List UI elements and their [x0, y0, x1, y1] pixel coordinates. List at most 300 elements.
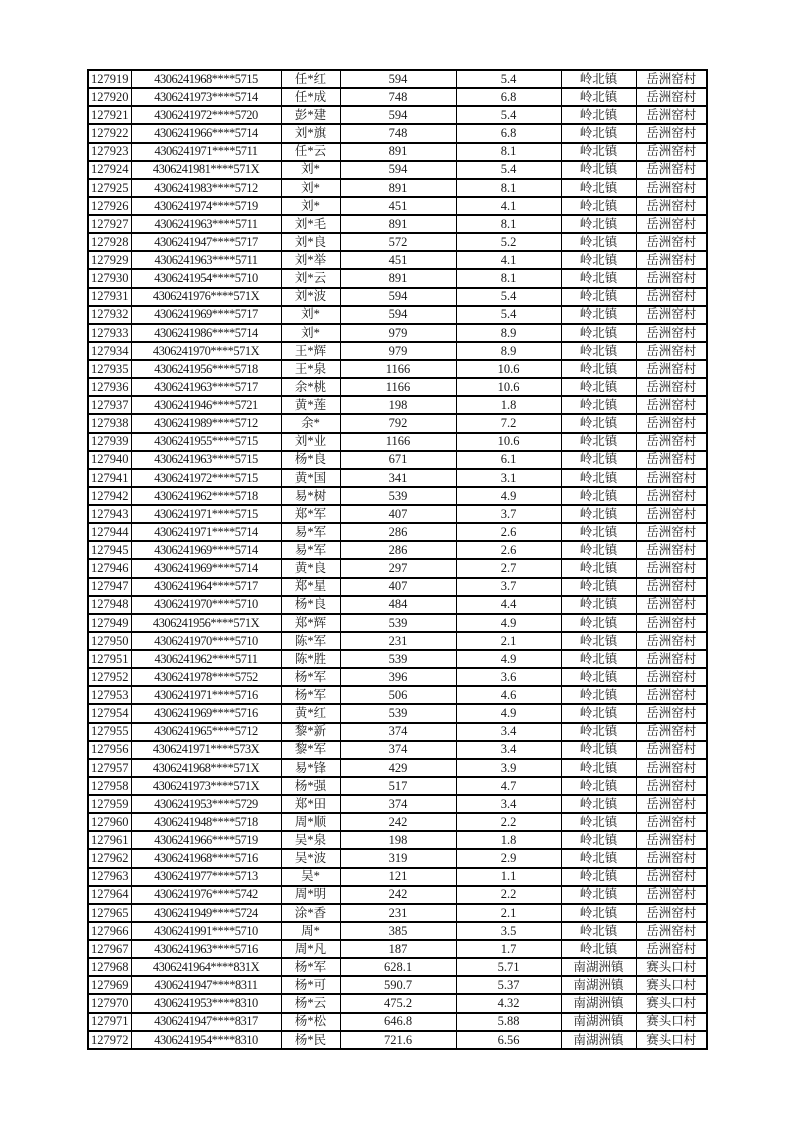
cell-village: 岳洲窑村 — [636, 451, 707, 469]
cell-person-name: 黄*红 — [281, 704, 340, 722]
cell-id-card-number: 4306241966****5714 — [131, 124, 281, 142]
cell-person-name: 杨*强 — [281, 777, 340, 795]
cell-person-name: 周* — [281, 922, 340, 940]
cell-amount: 407 — [340, 505, 456, 523]
cell-id-card-number: 4306241965****5712 — [131, 723, 281, 741]
table-row — [88, 650, 707, 668]
cell-person-name: 任*云 — [281, 143, 340, 161]
cell-amount: 297 — [340, 559, 456, 577]
cell-person-name: 刘*良 — [281, 233, 340, 251]
cell-serial-number: 127952 — [88, 668, 131, 686]
table-row — [88, 1013, 707, 1031]
cell-serial-number: 127954 — [88, 704, 131, 722]
cell-amount: 594 — [340, 306, 456, 324]
cell-amount: 374 — [340, 723, 456, 741]
cell-secondary-amount: 7.2 — [456, 414, 561, 432]
cell-amount: 198 — [340, 396, 456, 414]
cell-town: 岭北镇 — [561, 650, 636, 668]
cell-secondary-amount: 2.6 — [456, 523, 561, 541]
cell-serial-number: 127927 — [88, 215, 131, 233]
cell-secondary-amount: 1.8 — [456, 831, 561, 849]
cell-secondary-amount: 8.1 — [456, 269, 561, 287]
cell-town: 岭北镇 — [561, 523, 636, 541]
cell-id-card-number: 4306241947****8311 — [131, 976, 281, 994]
cell-secondary-amount: 8.1 — [456, 143, 561, 161]
cell-town: 岭北镇 — [561, 614, 636, 632]
cell-serial-number: 127920 — [88, 88, 131, 106]
table-row — [88, 306, 707, 324]
cell-secondary-amount: 3.1 — [456, 469, 561, 487]
table-row — [88, 451, 707, 469]
cell-village: 岳洲窑村 — [636, 487, 707, 505]
cell-person-name: 余*桃 — [281, 378, 340, 396]
cell-id-card-number: 4306241968****5716 — [131, 849, 281, 867]
cell-amount: 748 — [340, 88, 456, 106]
cell-village: 赛头口村 — [636, 994, 707, 1012]
cell-town: 岭北镇 — [561, 179, 636, 197]
cell-town: 岭北镇 — [561, 922, 636, 940]
cell-town: 南湖洲镇 — [561, 1031, 636, 1049]
cell-village: 岳洲窑村 — [636, 324, 707, 342]
cell-serial-number: 127926 — [88, 197, 131, 215]
cell-id-card-number: 4306241953****5729 — [131, 795, 281, 813]
cell-town: 岭北镇 — [561, 868, 636, 886]
cell-person-name: 王*泉 — [281, 360, 340, 378]
cell-town: 岭北镇 — [561, 578, 636, 596]
cell-serial-number: 127963 — [88, 868, 131, 886]
table-row — [88, 378, 707, 396]
cell-id-card-number: 4306241963****5711 — [131, 251, 281, 269]
cell-village: 岳洲窑村 — [636, 831, 707, 849]
cell-amount: 451 — [340, 197, 456, 215]
cell-serial-number: 127972 — [88, 1031, 131, 1049]
cell-town: 岭北镇 — [561, 559, 636, 577]
cell-town: 岭北镇 — [561, 360, 636, 378]
cell-serial-number: 127942 — [88, 487, 131, 505]
cell-village: 岳洲窑村 — [636, 759, 707, 777]
cell-secondary-amount: 3.4 — [456, 741, 561, 759]
table-row — [88, 1031, 707, 1049]
cell-serial-number: 127962 — [88, 849, 131, 867]
cell-serial-number: 127961 — [88, 831, 131, 849]
cell-person-name: 易*锋 — [281, 759, 340, 777]
table-row — [88, 161, 707, 179]
cell-serial-number: 127967 — [88, 940, 131, 958]
cell-person-name: 任*红 — [281, 70, 340, 88]
cell-village: 岳洲窑村 — [636, 886, 707, 904]
cell-amount: 374 — [340, 795, 456, 813]
table-row — [88, 469, 707, 487]
cell-village: 岳洲窑村 — [636, 940, 707, 958]
cell-amount: 594 — [340, 161, 456, 179]
cell-amount: 242 — [340, 813, 456, 831]
cell-id-card-number: 4306241969****5714 — [131, 559, 281, 577]
cell-amount: 594 — [340, 288, 456, 306]
cell-serial-number: 127932 — [88, 306, 131, 324]
cell-secondary-amount: 4.9 — [456, 614, 561, 632]
cell-amount: 198 — [340, 831, 456, 849]
cell-village: 岳洲窑村 — [636, 559, 707, 577]
cell-secondary-amount: 2.6 — [456, 541, 561, 559]
cell-town: 岭北镇 — [561, 704, 636, 722]
cell-person-name: 刘*举 — [281, 251, 340, 269]
cell-village: 岳洲窑村 — [636, 269, 707, 287]
cell-village: 岳洲窑村 — [636, 686, 707, 704]
cell-id-card-number: 4306241962****5718 — [131, 487, 281, 505]
cell-id-card-number: 4306241971****5716 — [131, 686, 281, 704]
cell-amount: 539 — [340, 487, 456, 505]
cell-secondary-amount: 2.1 — [456, 904, 561, 922]
table-row — [88, 324, 707, 342]
table-row — [88, 88, 707, 106]
cell-amount: 1166 — [340, 433, 456, 451]
cell-secondary-amount: 4.9 — [456, 650, 561, 668]
cell-village: 岳洲窑村 — [636, 704, 707, 722]
cell-person-name: 郑*辉 — [281, 614, 340, 632]
cell-secondary-amount: 2.1 — [456, 632, 561, 650]
cell-amount: 646.8 — [340, 1013, 456, 1031]
cell-id-card-number: 4306241991****5710 — [131, 922, 281, 940]
cell-secondary-amount: 4.32 — [456, 994, 561, 1012]
cell-village: 岳洲窑村 — [636, 578, 707, 596]
cell-town: 岭北镇 — [561, 124, 636, 142]
cell-village: 岳洲窑村 — [636, 143, 707, 161]
cell-serial-number: 127933 — [88, 324, 131, 342]
cell-id-card-number: 4306241973****571X — [131, 777, 281, 795]
cell-id-card-number: 4306241966****5719 — [131, 831, 281, 849]
cell-serial-number: 127925 — [88, 179, 131, 197]
cell-serial-number: 127955 — [88, 723, 131, 741]
cell-amount: 721.6 — [340, 1031, 456, 1049]
cell-secondary-amount: 5.4 — [456, 106, 561, 124]
cell-secondary-amount: 5.4 — [456, 161, 561, 179]
cell-secondary-amount: 2.2 — [456, 886, 561, 904]
cell-id-card-number: 4306241949****5724 — [131, 904, 281, 922]
cell-secondary-amount: 6.56 — [456, 1031, 561, 1049]
cell-amount: 572 — [340, 233, 456, 251]
cell-town: 南湖洲镇 — [561, 976, 636, 994]
cell-serial-number: 127937 — [88, 396, 131, 414]
cell-serial-number: 127959 — [88, 795, 131, 813]
cell-id-card-number: 4306241947****8317 — [131, 1013, 281, 1031]
cell-person-name: 刘*业 — [281, 433, 340, 451]
cell-amount: 231 — [340, 904, 456, 922]
cell-secondary-amount: 4.7 — [456, 777, 561, 795]
cell-id-card-number: 4306241970****5710 — [131, 596, 281, 614]
cell-id-card-number: 4306241963****5717 — [131, 378, 281, 396]
cell-serial-number: 127944 — [88, 523, 131, 541]
cell-serial-number: 127957 — [88, 759, 131, 777]
cell-person-name: 吴* — [281, 868, 340, 886]
cell-village: 岳洲窑村 — [636, 868, 707, 886]
cell-person-name: 刘* — [281, 179, 340, 197]
cell-village: 岳洲窑村 — [636, 342, 707, 360]
table-row — [88, 197, 707, 215]
cell-town: 岭北镇 — [561, 469, 636, 487]
cell-person-name: 刘* — [281, 306, 340, 324]
table-row — [88, 777, 707, 795]
cell-amount: 374 — [340, 741, 456, 759]
cell-serial-number: 127969 — [88, 976, 131, 994]
cell-town: 岭北镇 — [561, 215, 636, 233]
cell-secondary-amount: 4.9 — [456, 487, 561, 505]
cell-person-name: 周*凡 — [281, 940, 340, 958]
cell-amount: 484 — [340, 596, 456, 614]
table-row — [88, 487, 707, 505]
table-row — [88, 179, 707, 197]
table-row — [88, 849, 707, 867]
cell-town: 岭北镇 — [561, 596, 636, 614]
table-row — [88, 922, 707, 940]
cell-serial-number: 127924 — [88, 161, 131, 179]
table-row — [88, 106, 707, 124]
cell-village: 岳洲窑村 — [636, 523, 707, 541]
cell-id-card-number: 4306241970****571X — [131, 342, 281, 360]
cell-town: 岭北镇 — [561, 795, 636, 813]
cell-serial-number: 127951 — [88, 650, 131, 668]
cell-person-name: 刘*波 — [281, 288, 340, 306]
cell-amount: 121 — [340, 868, 456, 886]
cell-person-name: 杨*可 — [281, 976, 340, 994]
cell-person-name: 杨*民 — [281, 1031, 340, 1049]
cell-amount: 407 — [340, 578, 456, 596]
table-row — [88, 124, 707, 142]
cell-person-name: 黎*军 — [281, 741, 340, 759]
table-row — [88, 578, 707, 596]
cell-secondary-amount: 5.2 — [456, 233, 561, 251]
cell-town: 岭北镇 — [561, 143, 636, 161]
cell-secondary-amount: 1.8 — [456, 396, 561, 414]
cell-id-card-number: 4306241969****5714 — [131, 541, 281, 559]
cell-amount: 396 — [340, 668, 456, 686]
cell-village: 赛头口村 — [636, 1013, 707, 1031]
cell-town: 岭北镇 — [561, 106, 636, 124]
cell-amount: 1166 — [340, 360, 456, 378]
table-row — [88, 251, 707, 269]
cell-id-card-number: 4306241973****5714 — [131, 88, 281, 106]
cell-id-card-number: 4306241968****5715 — [131, 70, 281, 88]
cell-person-name: 杨*云 — [281, 994, 340, 1012]
cell-village: 岳洲窑村 — [636, 70, 707, 88]
cell-secondary-amount: 5.4 — [456, 306, 561, 324]
cell-serial-number: 127968 — [88, 958, 131, 976]
cell-town: 岭北镇 — [561, 70, 636, 88]
cell-amount: 891 — [340, 179, 456, 197]
cell-id-card-number: 4306241972****5715 — [131, 469, 281, 487]
cell-amount: 671 — [340, 451, 456, 469]
cell-town: 岭北镇 — [561, 886, 636, 904]
cell-secondary-amount: 5.71 — [456, 958, 561, 976]
cell-village: 赛头口村 — [636, 958, 707, 976]
cell-amount: 979 — [340, 342, 456, 360]
cell-amount: 231 — [340, 632, 456, 650]
cell-secondary-amount: 8.9 — [456, 324, 561, 342]
cell-secondary-amount: 10.6 — [456, 433, 561, 451]
table-row — [88, 868, 707, 886]
cell-town: 岭北镇 — [561, 306, 636, 324]
cell-person-name: 黄*国 — [281, 469, 340, 487]
cell-town: 岭北镇 — [561, 342, 636, 360]
cell-secondary-amount: 1.1 — [456, 868, 561, 886]
cell-town: 岭北镇 — [561, 668, 636, 686]
cell-secondary-amount: 4.9 — [456, 704, 561, 722]
cell-id-card-number: 4306241954****5710 — [131, 269, 281, 287]
cell-amount: 506 — [340, 686, 456, 704]
cell-id-card-number: 4306241956****5718 — [131, 360, 281, 378]
cell-amount: 748 — [340, 124, 456, 142]
cell-secondary-amount: 4.1 — [456, 251, 561, 269]
cell-village: 岳洲窑村 — [636, 849, 707, 867]
cell-person-name: 易*军 — [281, 523, 340, 541]
cell-secondary-amount: 6.8 — [456, 124, 561, 142]
cell-amount: 891 — [340, 143, 456, 161]
cell-secondary-amount: 4.1 — [456, 197, 561, 215]
cell-town: 岭北镇 — [561, 831, 636, 849]
table-row — [88, 215, 707, 233]
cell-person-name: 涂*香 — [281, 904, 340, 922]
cell-town: 岭北镇 — [561, 813, 636, 831]
cell-village: 岳洲窑村 — [636, 124, 707, 142]
table-row — [88, 505, 707, 523]
cell-town: 岭北镇 — [561, 433, 636, 451]
cell-amount: 539 — [340, 704, 456, 722]
cell-serial-number: 127965 — [88, 904, 131, 922]
table-row — [88, 360, 707, 378]
table-row — [88, 541, 707, 559]
cell-serial-number: 127945 — [88, 541, 131, 559]
cell-secondary-amount: 3.9 — [456, 759, 561, 777]
cell-amount: 385 — [340, 922, 456, 940]
cell-town: 岭北镇 — [561, 451, 636, 469]
cell-serial-number: 127949 — [88, 614, 131, 632]
cell-town: 岭北镇 — [561, 541, 636, 559]
cell-secondary-amount: 2.2 — [456, 813, 561, 831]
cell-serial-number: 127940 — [88, 451, 131, 469]
cell-person-name: 郑*田 — [281, 795, 340, 813]
cell-id-card-number: 4306241976****5742 — [131, 886, 281, 904]
cell-serial-number: 127941 — [88, 469, 131, 487]
cell-person-name: 陈*军 — [281, 632, 340, 650]
cell-village: 岳洲窑村 — [636, 396, 707, 414]
cell-id-card-number: 4306241948****5718 — [131, 813, 281, 831]
cell-person-name: 易*军 — [281, 541, 340, 559]
table-row — [88, 976, 707, 994]
cell-town: 岭北镇 — [561, 487, 636, 505]
cell-person-name: 刘* — [281, 161, 340, 179]
cell-id-card-number: 4306241946****5721 — [131, 396, 281, 414]
cell-secondary-amount: 10.6 — [456, 360, 561, 378]
table-row — [88, 70, 707, 88]
table-row — [88, 614, 707, 632]
cell-village: 岳洲窑村 — [636, 469, 707, 487]
table-row — [88, 143, 707, 161]
cell-person-name: 黄*良 — [281, 559, 340, 577]
cell-town: 岭北镇 — [561, 396, 636, 414]
cell-secondary-amount: 6.1 — [456, 451, 561, 469]
cell-id-card-number: 4306241971****5714 — [131, 523, 281, 541]
cell-secondary-amount: 3.7 — [456, 505, 561, 523]
table-row — [88, 958, 707, 976]
cell-village: 岳洲窑村 — [636, 795, 707, 813]
cell-serial-number: 127956 — [88, 741, 131, 759]
cell-person-name: 杨*军 — [281, 686, 340, 704]
cell-id-card-number: 4306241971****5711 — [131, 143, 281, 161]
cell-id-card-number: 4306241976****571X — [131, 288, 281, 306]
table-row — [88, 795, 707, 813]
cell-secondary-amount: 3.7 — [456, 578, 561, 596]
table-row — [88, 813, 707, 831]
cell-secondary-amount: 4.4 — [456, 596, 561, 614]
cell-secondary-amount: 8.1 — [456, 215, 561, 233]
cell-amount: 341 — [340, 469, 456, 487]
table-row — [88, 686, 707, 704]
table-row — [88, 994, 707, 1012]
cell-serial-number: 127936 — [88, 378, 131, 396]
cell-village: 岳洲窑村 — [636, 668, 707, 686]
cell-id-card-number: 4306241971****5715 — [131, 505, 281, 523]
cell-person-name: 杨*松 — [281, 1013, 340, 1031]
cell-amount: 891 — [340, 215, 456, 233]
cell-town: 岭北镇 — [561, 632, 636, 650]
table-row — [88, 831, 707, 849]
cell-id-card-number: 4306241974****5719 — [131, 197, 281, 215]
cell-secondary-amount: 10.6 — [456, 378, 561, 396]
cell-amount: 517 — [340, 777, 456, 795]
cell-amount: 539 — [340, 650, 456, 668]
cell-town: 岭北镇 — [561, 324, 636, 342]
cell-serial-number: 127966 — [88, 922, 131, 940]
cell-serial-number: 127923 — [88, 143, 131, 161]
cell-person-name: 黄*莲 — [281, 396, 340, 414]
cell-village: 岳洲窑村 — [636, 922, 707, 940]
cell-town: 岭北镇 — [561, 759, 636, 777]
cell-person-name: 任*成 — [281, 88, 340, 106]
cell-village: 岳洲窑村 — [636, 306, 707, 324]
cell-id-card-number: 4306241964****5717 — [131, 578, 281, 596]
cell-serial-number: 127931 — [88, 288, 131, 306]
cell-serial-number: 127919 — [88, 70, 131, 88]
cell-amount: 319 — [340, 849, 456, 867]
cell-town: 岭北镇 — [561, 288, 636, 306]
cell-serial-number: 127950 — [88, 632, 131, 650]
cell-amount: 475.2 — [340, 994, 456, 1012]
table-row — [88, 596, 707, 614]
cell-serial-number: 127935 — [88, 360, 131, 378]
table-row — [88, 741, 707, 759]
table-row — [88, 269, 707, 287]
cell-person-name: 余* — [281, 414, 340, 432]
cell-village: 岳洲窑村 — [636, 541, 707, 559]
cell-amount: 429 — [340, 759, 456, 777]
cell-town: 南湖洲镇 — [561, 958, 636, 976]
cell-id-card-number: 4306241955****5715 — [131, 433, 281, 451]
cell-serial-number: 127934 — [88, 342, 131, 360]
cell-person-name: 易*树 — [281, 487, 340, 505]
cell-amount: 187 — [340, 940, 456, 958]
cell-id-card-number: 4306241970****5710 — [131, 632, 281, 650]
cell-town: 岭北镇 — [561, 777, 636, 795]
cell-serial-number: 127971 — [88, 1013, 131, 1031]
cell-person-name: 杨*良 — [281, 596, 340, 614]
cell-village: 岳洲窑村 — [636, 215, 707, 233]
cell-amount: 590.7 — [340, 976, 456, 994]
cell-id-card-number: 4306241964****831X — [131, 958, 281, 976]
cell-village: 赛头口村 — [636, 1031, 707, 1049]
cell-serial-number: 127953 — [88, 686, 131, 704]
cell-secondary-amount: 2.9 — [456, 849, 561, 867]
cell-secondary-amount: 3.5 — [456, 922, 561, 940]
cell-town: 岭北镇 — [561, 940, 636, 958]
